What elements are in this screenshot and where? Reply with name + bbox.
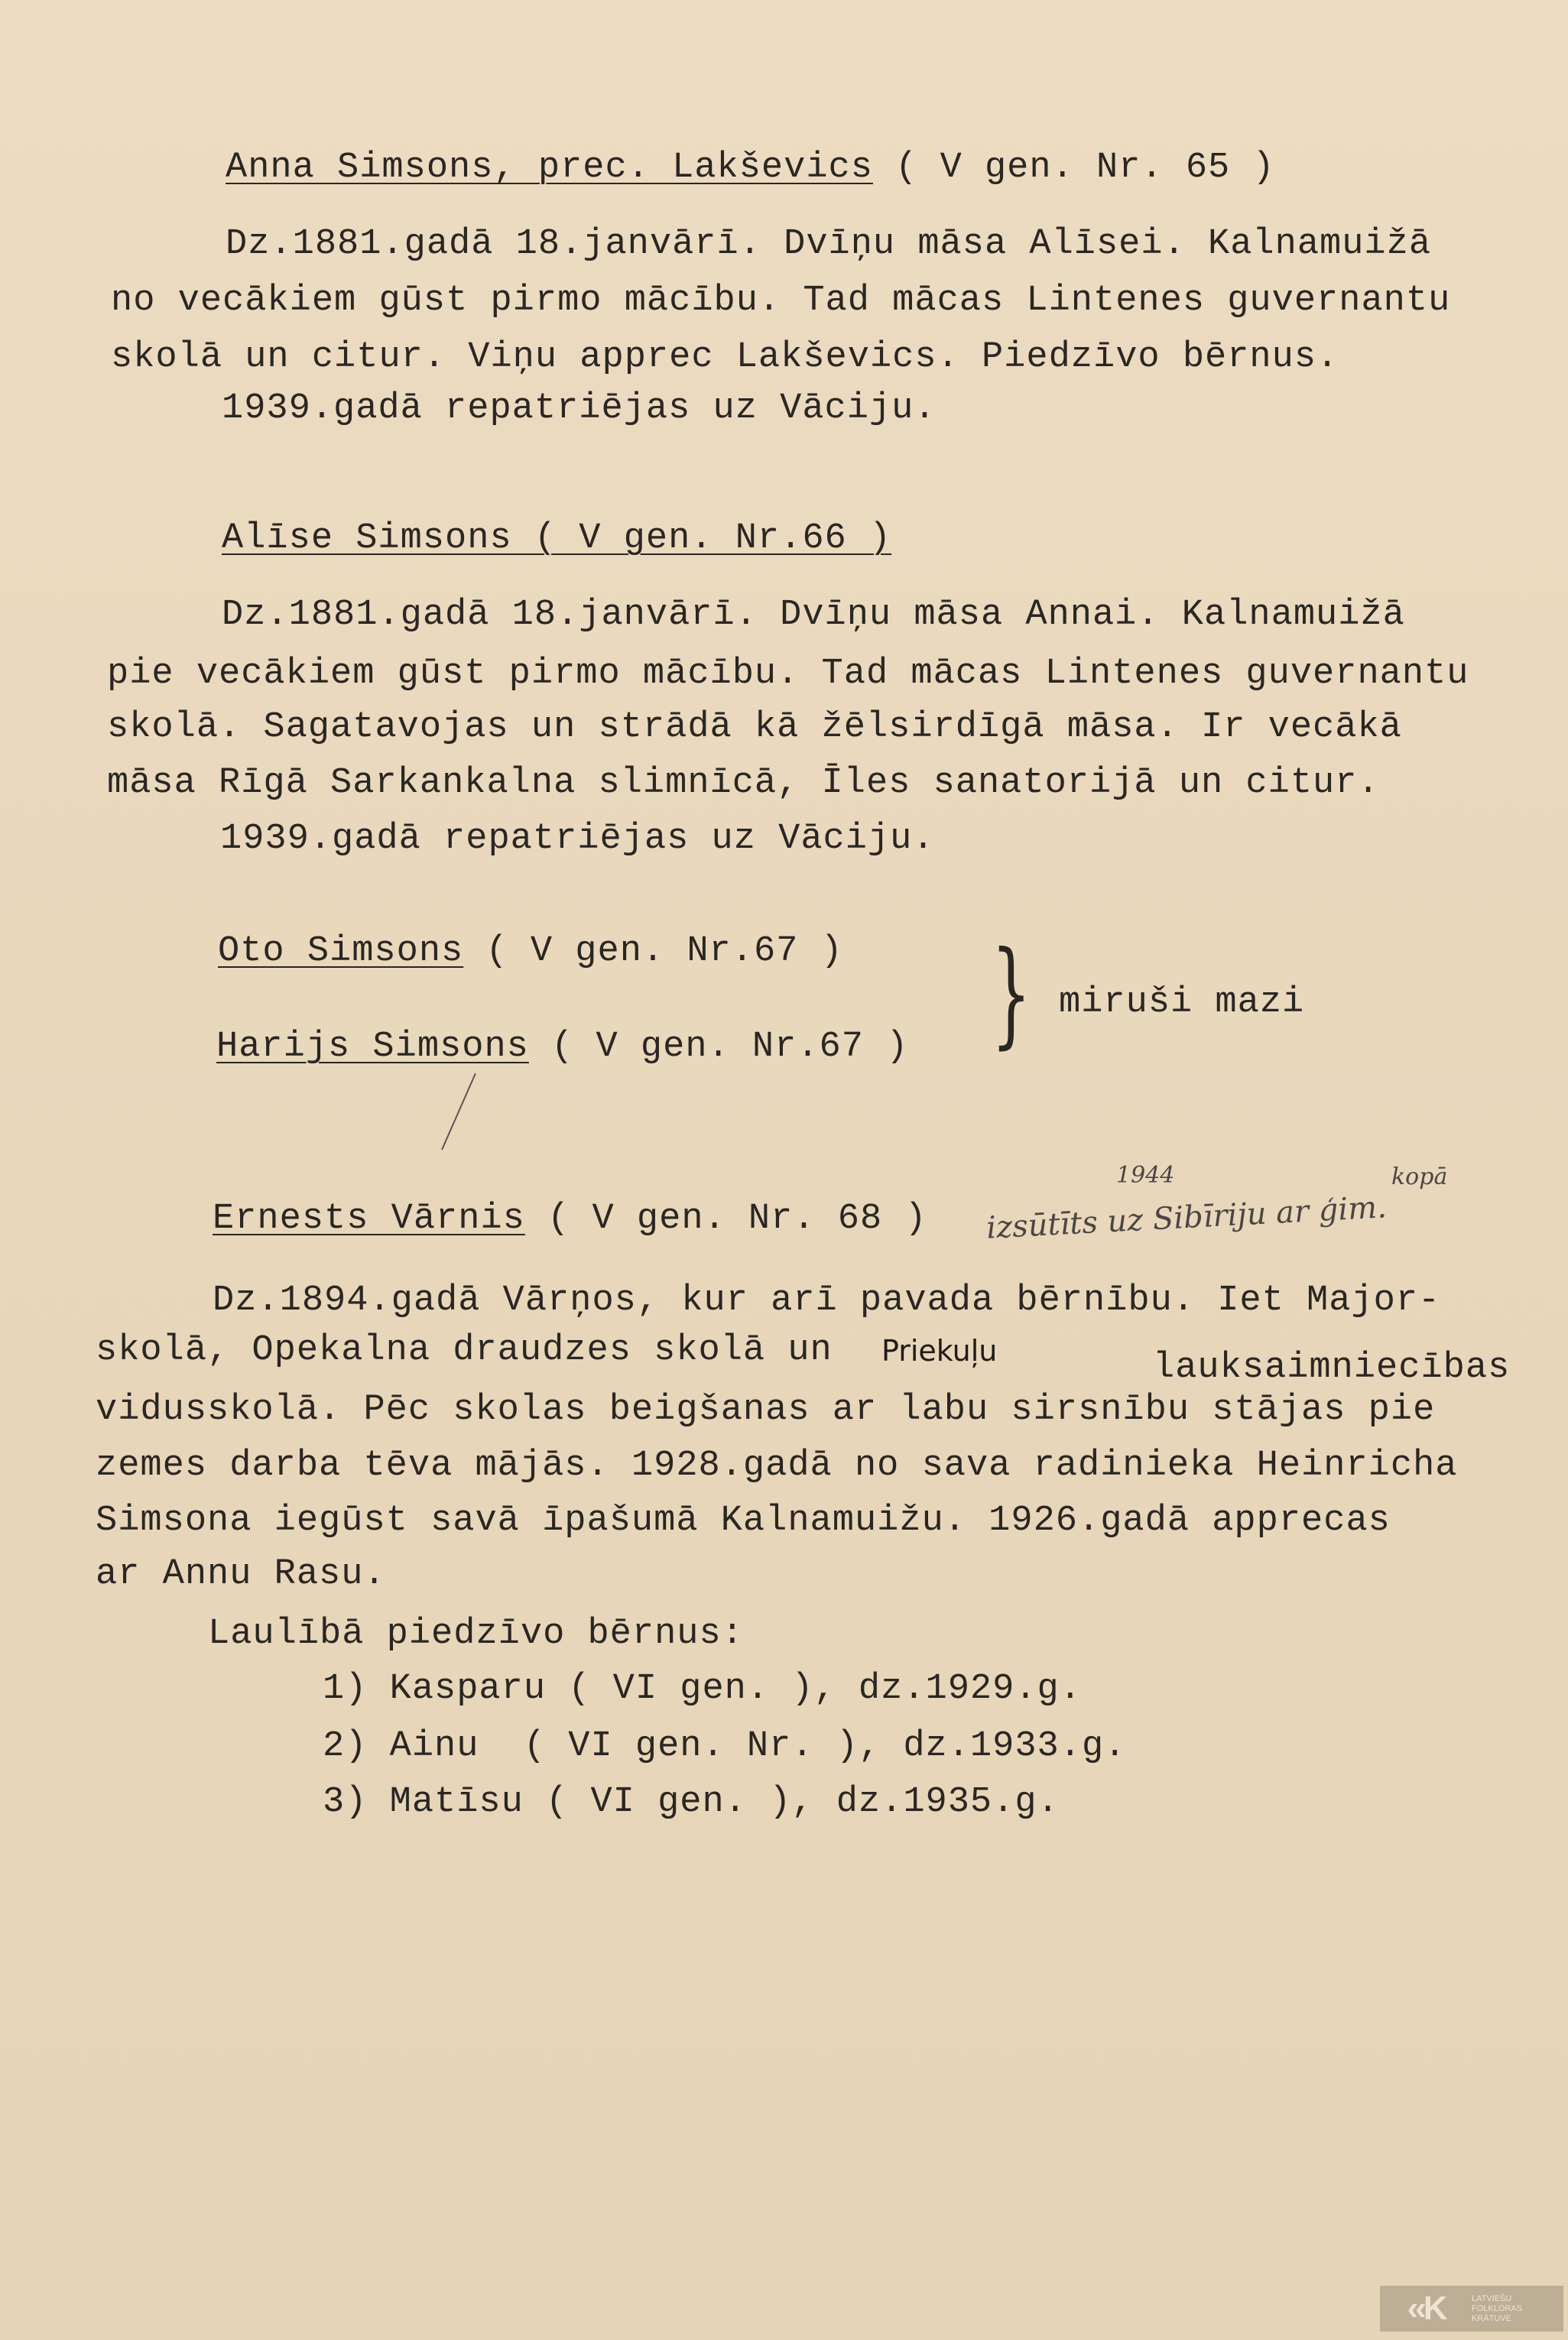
entry-anna-heading: Anna Simsons, prec. Lakševics bbox=[226, 148, 873, 188]
handwritten-priekulu: Priekuļu bbox=[881, 1334, 998, 1368]
entry-alise-line: 1939.gadā repatriējas uz Vāciju. bbox=[220, 819, 935, 859]
entry-alise-heading: Alīse Simsons ( V gen. Nr.66 ) bbox=[222, 518, 892, 559]
entry-ernests-line: Simsona iegūst savā īpašumā Kalnamuižu. 1926.gadā apprecas bbox=[96, 1501, 1391, 1541]
archive-logo-text bbox=[1472, 2294, 1560, 2324]
entry-harijs-row bbox=[216, 1024, 908, 1070]
handwritten-year: 1944 bbox=[1116, 1162, 1175, 1189]
entry-harijs-gen: ( V gen. Nr.67 ) bbox=[551, 1027, 909, 1067]
entry-alise-heading-row bbox=[222, 516, 891, 562]
entry-ernests-heading-row bbox=[213, 1196, 927, 1242]
brace-note: miruši mazi bbox=[1059, 982, 1305, 1023]
archive-logo-line: LATVIEŠU bbox=[1472, 2293, 1512, 2303]
entry-ernests-line: Dz.1894.gadā Vārņos, kur arī pavada bērnību. Iet Major- bbox=[213, 1280, 1441, 1321]
entry-oto-row bbox=[218, 929, 843, 975]
entry-alise-line: skolā. Sagatavojas un strādā kā žēlsirdīgā māsa. Ir vecākā bbox=[107, 707, 1402, 748]
entry-ernests-heading: Ernests Vārnis bbox=[213, 1199, 525, 1239]
entry-alise-line: Dz.1881.gadā 18.janvārī. Dvīņu māsa Annai. Kalnamuižā bbox=[222, 595, 1405, 635]
entry-ernests-line: ar Annu Rasu. bbox=[96, 1554, 386, 1595]
child-item: 1) Kasparu ( VI gen. ), dz.1929.g. bbox=[323, 1669, 1082, 1709]
archive-logo-mark: ‹‹K bbox=[1407, 2290, 1445, 2327]
entry-anna-line: Dz.1881.gadā 18.janvārī. Dvīņu māsa Alīsei. Kalnamuižā bbox=[226, 224, 1432, 265]
curly-brace-icon: } bbox=[991, 927, 1031, 1060]
entry-ernests-line: lauksaimniecības bbox=[1153, 1348, 1511, 1388]
children-intro: Laulībā piedzīvo bērnus: bbox=[208, 1614, 744, 1654]
entry-oto-heading: Oto Simsons bbox=[218, 931, 464, 972]
entry-alise-line: pie vecākiem gūst pirmo mācību. Tad mācas Lintenes guvernantu bbox=[107, 654, 1469, 694]
entry-ernests-gen: ( V gen. Nr. 68 ) bbox=[547, 1199, 927, 1239]
entry-oto-gen: ( V gen. Nr.67 ) bbox=[485, 931, 843, 972]
entry-harijs-heading: Harijs Simsons bbox=[216, 1027, 529, 1067]
entry-ernests-line: zemes darba tēva mājās. 1928.gadā no sava radinieka Heinricha bbox=[96, 1446, 1458, 1486]
handwritten-kopa: kopā bbox=[1391, 1164, 1448, 1190]
pen-stroke-icon bbox=[428, 1070, 489, 1154]
archive-logo-line: FOLKLORAS bbox=[1472, 2303, 1523, 2313]
entry-anna-heading-row bbox=[226, 145, 1275, 191]
child-item: 2) Ainu ( VI gen. Nr. ), dz.1933.g. bbox=[323, 1726, 1127, 1767]
archive-logo bbox=[1380, 2286, 1563, 2332]
entry-anna-line: 1939.gadā repatriējas uz Vāciju. bbox=[222, 388, 937, 429]
child-item: 3) Matīsu ( VI gen. ), dz.1935.g. bbox=[323, 1782, 1060, 1822]
entry-ernests-line: skolā, Opekalna draudzes skolā un bbox=[96, 1330, 833, 1371]
archive-logo-line: KRĀTUVE bbox=[1472, 2313, 1511, 2323]
entry-alise-line: māsa Rīgā Sarkankalna slimnīcā, Īles sanatorijā un citur. bbox=[107, 763, 1380, 803]
entry-anna-line: no vecākiem gūst pirmo mācību. Tad mācas Lintenes guvernantu bbox=[111, 281, 1451, 321]
handwritten-note: izsūtīts uz Sibīriju ar ģim. bbox=[985, 1189, 1388, 1246]
entry-anna-gen: ( V gen. Nr. 65 ) bbox=[895, 148, 1275, 188]
entry-anna-line: skolā un citur. Viņu apprec Lakševics. Piedzīvo bērnus. bbox=[111, 337, 1339, 378]
entry-ernests-line: vidusskolā. Pēc skolas beigšanas ar labu sirsnību stājas pie bbox=[96, 1390, 1436, 1430]
